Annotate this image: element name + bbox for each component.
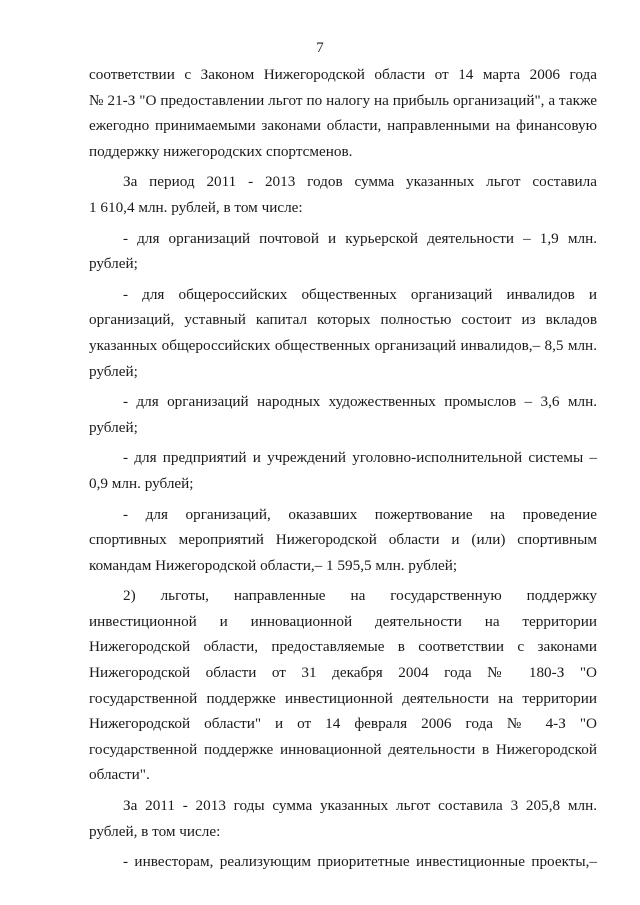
text-line: Нижегородской области, предоставляемые в соответствии с законами	[89, 638, 597, 656]
text-line: рублей;	[89, 362, 138, 380]
text-line: Нижегородской области" и от 14 февраля 2006 года № 4-З "О	[89, 715, 597, 733]
text-line: рублей;	[89, 255, 138, 273]
text-line: 1 610,4 млн. рублей, в том числе:	[89, 198, 303, 216]
text-line: - для организаций почтовой и курьерской деятельности – 1,9 млн.	[123, 229, 597, 247]
text-line: указанных общероссийских общественных организаций инвалидов,– 8,5 млн.	[89, 336, 597, 354]
text-line: рублей;	[89, 418, 138, 436]
text-line: Нижегородской области от 31 декабря 2004 года № 180-З "О	[89, 664, 597, 682]
text-line: рублей, в том числе:	[89, 822, 221, 840]
text-line: государственной поддержке инвестиционной деятельности на территории	[89, 689, 597, 707]
text-line: организаций, уставный капитал которых полностью состоит из вкладов	[89, 311, 597, 329]
text-line: - инвесторам, реализующим приоритетные инвестиционные проекты,–	[123, 853, 597, 871]
text-line: - для общероссийских общественных организаций инвалидов и	[123, 285, 597, 303]
page-number: 7	[316, 40, 324, 56]
text-line: 2) льготы, направленные на государственную поддержку	[123, 587, 597, 605]
document-body	[89, 62, 597, 875]
text-line: области".	[89, 766, 150, 784]
text-line: За период 2011 - 2013 годов сумма указанных льгот составила	[123, 173, 597, 191]
text-line: инвестиционной и инновационной деятельности на территории	[89, 612, 597, 630]
text-line: 0,9 млн. рублей;	[89, 474, 194, 492]
text-line: соответствии с Законом Нижегородской области от 14 марта 2006 года	[89, 66, 597, 83]
text-line: командам Нижегородской области,– 1 595,5 млн. рублей;	[89, 556, 458, 574]
text-line: - для организаций, оказавших пожертвование на проведение	[123, 505, 597, 523]
text-line: За 2011 - 2013 годы сумма указанных льгот составила 3 205,8 млн.	[123, 797, 597, 815]
text-line: - для предприятий и учреждений уголовно-исполнительной системы –	[123, 449, 597, 467]
text-line: № 21-З "О предоставлении льгот по налогу на прибыль организаций", а также	[89, 91, 597, 109]
text-line: поддержку нижегородских спортсменов.	[89, 142, 353, 160]
text-line: государственной поддержке инновационной деятельности в Нижегородской	[89, 740, 597, 758]
text-line: спортивных мероприятий Нижегородской области и (или) спортивным	[89, 531, 597, 549]
text-line: ежегодно принимаемыми законами области, направленными на финансовую	[89, 117, 597, 135]
text-line: - для организаций народных художественных промыслов – 3,6 млн.	[123, 393, 597, 411]
